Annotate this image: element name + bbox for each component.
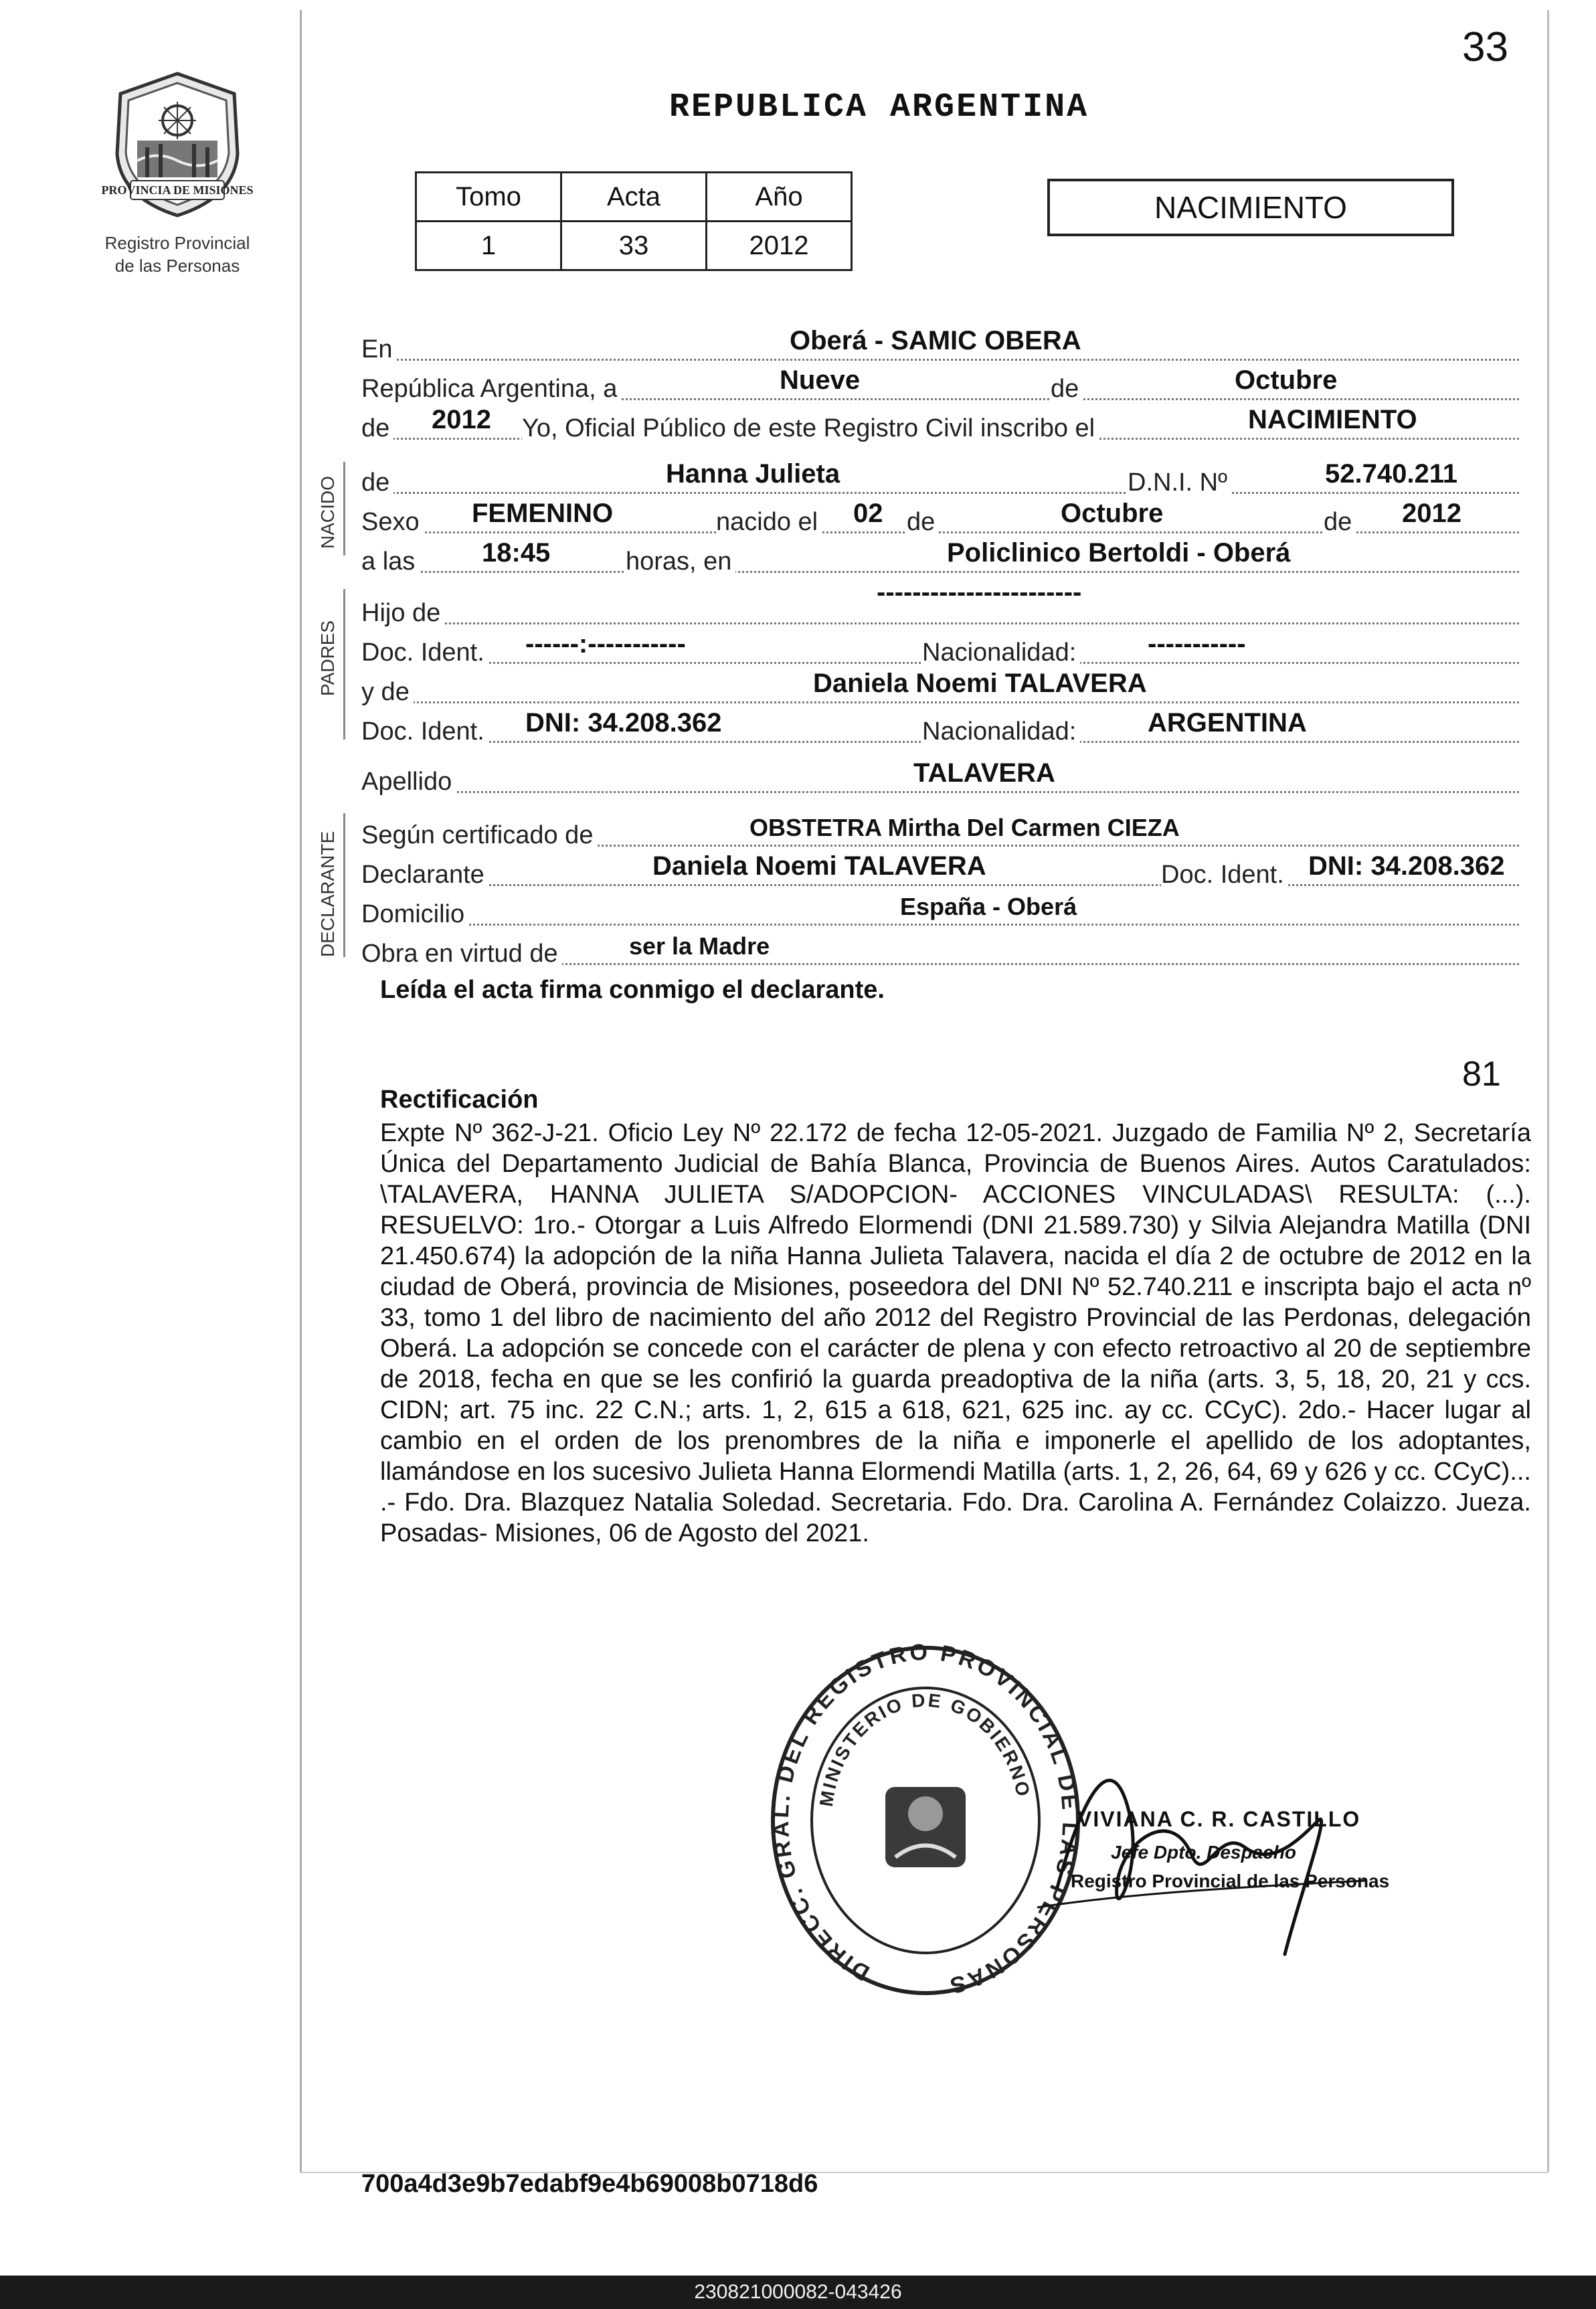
de-label: de [1051, 375, 1083, 404]
stamp-emblem-icon [885, 1787, 966, 1867]
document-hash: 700a4d3e9b7edabf9e4b69008b0718d6 [361, 2170, 818, 2198]
sexo-value: FEMENINO [472, 499, 614, 528]
nacido-side-label: NACIDO [317, 476, 338, 549]
rectificacion-title: Rectificación [380, 1086, 539, 1114]
madre-doc-label: Doc. Ident. [361, 717, 489, 746]
line-declarante [361, 844, 1519, 889]
nac-anio-value: 2012 [1402, 499, 1461, 528]
en-label: En [361, 335, 396, 364]
closing-statement: Leída el acta firma conmigo el declarante. [380, 976, 885, 1004]
dia-value: Nueve [780, 365, 861, 395]
logo-caption-line-2: de las Personas [114, 256, 240, 276]
anio-value: 2012 [707, 222, 852, 270]
line-hijo-de [361, 578, 1519, 627]
obra-value: ser la Madre [629, 932, 770, 960]
line-fecha [361, 358, 1519, 403]
obra-label: Obra en virtud de [361, 940, 562, 968]
rectificacion-text: Expte Nº 362-J-21. Oficio Ley Nº 22.172 de fecha 12-05-2021. Juzgado de Familia Nº 2, Secretaría Única del Departamento Judicial de Bahía Blanca, Provincia de Buenos Aires. Autos Caratulados: \TALAVERA, HANNA JULIETA S/ADOPCION- ACCIONES VINCULADAS\ RESULTA: (...). RESUELVO: 1ro.- Otorgar a Luis Alfredo Elormendi (DNI 21.589.730) y Silvia Alejandra Matilla (DNI 21.450.674) la adopción de la niña Hanna Julieta Talavera, nacida el día 2 de octubre de 2012 en la ciudad de Oberá, provincia de Misiones, poseedora del DNI Nº 52.740.211 e inscripta bajo el acta nº 33, tomo 1 del libro de nacimiento del año 2012 del Registro Provincial de las Perdonas, delegación Oberá. La adopción se concede con el carácter de plena y con efecto retroactivo al 20 de septiembre de 2018, fecha en que se les confirió la guarda preadoptiva de la niña (arts. 3, 5, 18, 20, 21 y ccs. CIDN; art. 75 inc. 22 C.N.; arts. 1, 2, 615 a 618, 621, 625 inc. ay cc. CCyC). 2do.- Hacer lugar al cambio en el orden de los prenombres de la niña e imponerle el apellido de los adoptantes, llamándose en los sucesivo Julieta Hanna Elormendi Matilla (arts. 1, 2, 26, 64, 69 y 626 y cc. CCyC)... .- Fdo. Dra. Blazquez Natalia Soledad. Secretaria. Fdo. Dra. Carolina A. Fernández Colaizzo. Jueza. Posadas- Misiones, 06 de Agosto del 2021. [380, 1119, 1531, 1547]
provincia-de-misiones-logo [100, 67, 254, 221]
madre-value: Daniela Noemi TALAVERA [813, 669, 1147, 698]
madre-nac-value: ARGENTINA [1148, 708, 1307, 738]
padres-side-bar [343, 589, 345, 740]
nacido-el-label: nacido el [716, 508, 822, 537]
nombre-value: Hanna Julieta [666, 459, 840, 489]
line-en [361, 319, 1519, 361]
line-hora [361, 531, 1519, 576]
apellido-value: TALAVERA [913, 758, 1055, 788]
nac-dia-value: 02 [853, 499, 883, 528]
decl-doc-label: Doc. Ident. [1161, 861, 1288, 889]
tomo-header: Tomo [416, 173, 561, 222]
sexo-label: Sexo [361, 508, 424, 537]
signatory-name: VIVIANA C. R. CASTILLO [1077, 1807, 1361, 1831]
domicilio-label: Domicilio [361, 900, 468, 929]
madre-doc-value: DNI: 34.208.362 [525, 708, 722, 738]
madre-nac-label: Nacionalidad: [922, 717, 1080, 746]
inscribo-value: NACIMIENTO [1248, 405, 1417, 434]
horas-en-label: horas, en [626, 547, 735, 576]
dni-label: D.N.I. Nº [1128, 468, 1231, 497]
dni-value: 52.740.211 [1325, 459, 1457, 489]
line-padre-doc [361, 622, 1519, 667]
record-number-table [415, 171, 853, 271]
nacido-side-bar [343, 462, 345, 555]
segun-label: Según certificado de [361, 821, 597, 850]
signatory-role: Jefe Dpto. Despacho [1111, 1842, 1296, 1863]
y-de-label: y de [361, 678, 414, 707]
padre-nac-value: ----------- [1148, 629, 1246, 659]
nac-mes-value: Octubre [1061, 499, 1164, 528]
right-margin-rule [1547, 10, 1549, 2172]
padres-side-label: PADRES [317, 620, 338, 696]
document-title: REPUBLICA ARGENTINA [669, 88, 1089, 126]
svg-text:PROVINCIA DE MISIONES: PROVINCIA DE MISIONES [101, 183, 254, 197]
padre-doc-value: ------:----------- [525, 629, 686, 659]
nombre-de-label: de [361, 468, 393, 497]
hijo-de-label: Hijo de [361, 599, 444, 628]
left-margin-rule [300, 10, 302, 2172]
domicilio-value: España - Oberá [900, 893, 1077, 920]
en-value: Oberá - SAMIC OBERA [790, 326, 1081, 355]
mes-value: Octubre [1235, 365, 1338, 395]
anio-header: Año [707, 173, 852, 222]
line-nombre [361, 452, 1519, 497]
line-sexo [361, 491, 1519, 536]
decl-doc-value: DNI: 34.208.362 [1308, 851, 1505, 881]
line-madre [361, 661, 1519, 706]
logo-caption-line-1: Registro Provincial [104, 233, 250, 253]
hora-value: 18:45 [482, 538, 551, 568]
declarante-value: Daniela Noemi TALAVERA [652, 851, 986, 881]
line-apellido [361, 751, 1519, 796]
nac-de-anio-label: de [1324, 508, 1356, 537]
acta-value: 33 [561, 222, 707, 270]
nac-de-label: de [907, 508, 939, 537]
line-obra [361, 923, 1519, 968]
apellido-label: Apellido [361, 768, 456, 796]
line-madre-doc [361, 701, 1519, 746]
logo-caption [67, 232, 288, 277]
page-number: 33 [1462, 24, 1508, 70]
declarante-label: Declarante [361, 861, 489, 889]
declarante-side-bar [343, 813, 345, 957]
line-segun [361, 804, 1519, 847]
a-las-label: a las [361, 547, 419, 576]
lugar-value: Policlinico Bertoldi - Oberá [947, 538, 1291, 568]
padre-doc-label: Doc. Ident. [361, 638, 489, 667]
signatory-organization: Registro Provincial de las Personas [1071, 1871, 1390, 1891]
hijo-de-value: ----------------------- [877, 578, 1082, 607]
line-inscribo [361, 398, 1519, 440]
segun-value: OBSTETRA Mirtha Del Carmen CIEZA [749, 814, 1180, 841]
padre-nac-label: Nacionalidad: [922, 638, 1080, 667]
tomo-value: 1 [416, 222, 561, 270]
yo-label: Yo, Oficial Público de este Registro Civil inscribo el [522, 414, 1099, 443]
svg-text:DIRECC. GRAL. DEL REGISTRO PRO: DIRECC. GRAL. DEL REGISTRO PROVINCIAL DE LAS PERSONAS [768, 1643, 1083, 1998]
republica-label: República Argentina, a [361, 375, 621, 404]
declarante-side-label: DECLARANTE [317, 831, 338, 957]
footer-code: 230821000082-043426 [694, 2281, 902, 2303]
annotation-number: 81 [1462, 1055, 1501, 1094]
svg-text:MINISTERIO DE GOBIERNO: MINISTERIO DE GOBIERNO [815, 1689, 1035, 1808]
line-domicilio [361, 883, 1519, 926]
anio-value: 2012 [432, 405, 491, 434]
acta-header: Acta [561, 173, 707, 222]
record-type-box: NACIMIENTO [1047, 179, 1454, 236]
de-anio-label: de [361, 414, 393, 443]
